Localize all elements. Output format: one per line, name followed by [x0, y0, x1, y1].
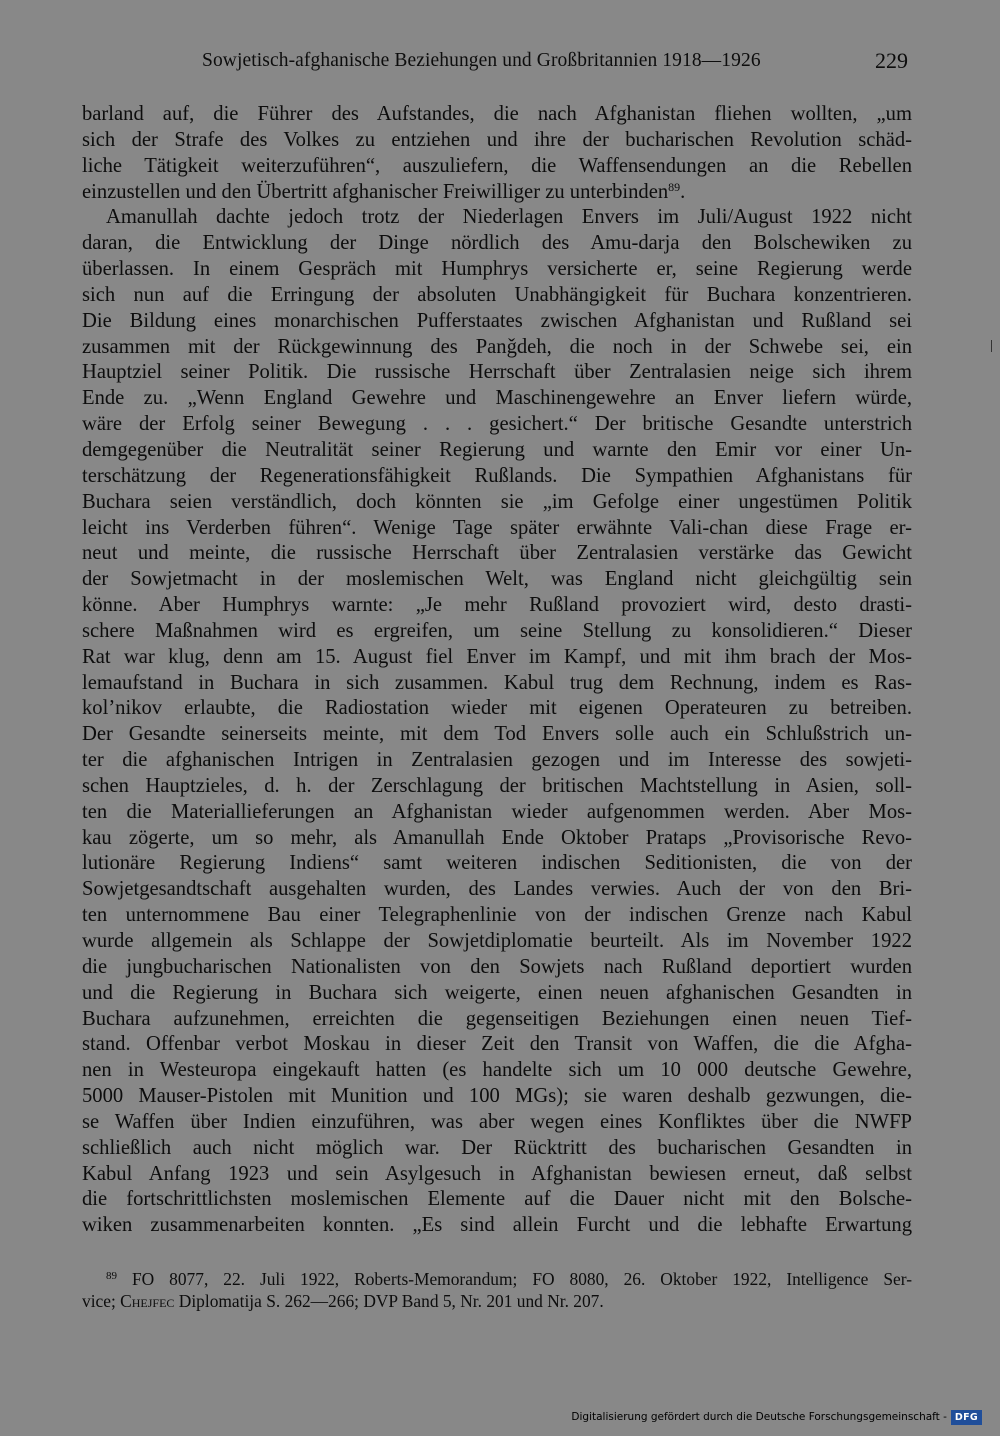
text-line — [82, 929, 912, 955]
line-text: Rat war klug, denn am 15. August fiel Enver im Kampf, und mit ihm brach der Mos- — [82, 645, 912, 668]
text-line — [82, 541, 912, 567]
text-line — [82, 981, 912, 1007]
text-line — [82, 774, 912, 800]
footnotes — [82, 1268, 912, 1312]
text-line — [82, 593, 912, 619]
line-text: überlassen. In einem Gespräch mit Humphrys versicherte er, seine Regierung werde — [82, 258, 912, 281]
footnote-reference[interactable]: 89 — [668, 179, 681, 194]
line-text: zusammen mit der Rückgewinnung des Panǧdeh, die noch in der Schwebe sei, ein — [82, 335, 912, 358]
line-text: der Sowjetmacht in der moslemischen Welt, was England nicht gleichgültig sein — [82, 568, 912, 591]
line-text: Die Bildung eines monarchischen Pufferstaates zwischen Afghanistan und Rußland sei — [82, 309, 912, 332]
text-line — [82, 490, 912, 516]
text-line — [82, 360, 912, 386]
text-line — [82, 1162, 912, 1188]
line-text: Amanullah dachte jedoch trotz der Niederlagen Envers im Juli/August 1922 nicht — [106, 206, 912, 229]
line-text: ten unternommene Bau einer Telegraphenlinie von der indischen Grenze nach Kabul — [82, 904, 912, 927]
text-line — [82, 877, 912, 903]
footnote-text: vice; — [82, 1291, 121, 1311]
text-line — [82, 205, 912, 231]
line-text: Buchara aufzunehmen, erreichten die gegenseitigen Beziehungen einen neuen Tief- — [82, 1007, 912, 1030]
text-line — [82, 1007, 912, 1033]
text-line — [82, 1058, 912, 1084]
text-line — [82, 748, 912, 774]
line-text: wurde allgemein als Schlappe der Sowjetdiplomatie beurteilt. Als im November 1922 — [82, 930, 912, 952]
line-text: kol’nikov erlaubte, die Radiostation wieder mit eigenen Operateuren zu betreiben. — [82, 697, 912, 720]
line-text: Hauptziel seiner Politik. Die russische Herrschaft über Zentralasien neige sich ihrem — [82, 361, 912, 384]
line-text: und die Regierung in Buchara sich weigerte, einen neuen afghanischen Gesandten in — [82, 981, 912, 1004]
text-line — [82, 696, 912, 722]
line-text: stand. Offenbar verbot Moskau in dieser Zeit den Transit von Waffen, die die Afgha- — [82, 1033, 912, 1056]
text-line — [82, 1213, 912, 1239]
footnote-mark: 89 — [106, 1270, 117, 1282]
body-text — [82, 102, 912, 1239]
text-line — [82, 1110, 912, 1136]
credit-text: Digitalisierung gefördert durch die Deutsche Forschungsgemeinschaft - — [571, 1411, 947, 1423]
line-text: terschätzung der Regenerationsfähigkeit Rußlands. Die Sympathien Afghanistans für — [82, 464, 912, 487]
page-header — [82, 48, 912, 80]
line-text: leicht ins Verderben führen“. Wenige Tage später erwähnte Vali-chan diese Frage er- — [82, 516, 912, 539]
text-line — [82, 386, 912, 412]
page-number: 229 — [875, 48, 908, 73]
text-line — [82, 955, 912, 981]
edge-mark — [991, 340, 992, 352]
line-text: Sowjetgesandtschaft ausgehalten wurden, des Landes verwies. Auch der von den Bri- — [82, 878, 912, 901]
line-text: sich nun auf die Erringung der absoluten Unabhängigkeit für Buchara konzentrieren. — [82, 283, 912, 306]
text-line — [82, 645, 912, 671]
text-line — [82, 619, 912, 645]
text-line — [82, 231, 912, 257]
text-line — [82, 1084, 912, 1110]
text-line — [82, 903, 912, 929]
line-text: einzustellen und den Übertritt afghanischer Freiwilliger zu unterbinden — [82, 180, 669, 203]
text-line — [82, 671, 912, 697]
line-text: neut und meinte, die russische Herrschaft über Zentralasien verstärke das Gewicht — [82, 542, 912, 565]
line-text: schließlich auch nicht möglich war. Der Rücktritt des bucharischen Gesandten in — [82, 1136, 912, 1159]
text-line — [82, 128, 912, 154]
text-line — [82, 516, 912, 542]
text-line — [82, 412, 912, 438]
line-text: Ende zu. „Wenn England Gewehre und Maschinengewehre an Enver liefern würde, — [82, 387, 912, 410]
text-line — [82, 102, 912, 128]
text-line — [82, 1032, 912, 1058]
line-text: liche Tätigkeit weiterzuführen“, auszuliefern, die Waffensendungen an die Rebellen — [82, 154, 912, 177]
line-text: demgegenüber die Neutralität seiner Regierung und warnte den Emir vor einer Un- — [82, 438, 912, 461]
line-text: nen in Westeuropa eingekauft hatten (es handelte sich um 10 000 deutsche Gewehre, — [82, 1059, 912, 1082]
text-line — [82, 722, 912, 748]
line-text: daran, die Entwicklung der Dinge nördlich des Amu-darja den Bolschewiken zu — [82, 232, 912, 255]
text-line: einzustellen und den Übertritt afghanischer Freiwilliger zu unterbinden$^{89}$. — [82, 179, 686, 203]
line-text: barland auf, die Führer des Aufstandes, die nach Afghanistan fliehen wollten, „um — [82, 103, 912, 125]
text-line — [82, 464, 912, 490]
line-text: die fortschrittlichsten moslemischen Elemente auf die Dauer nicht mit den Bolsche- — [82, 1188, 912, 1211]
footnote-text: Diplomatija S. 262—266; DVP Band 5, Nr. 201 und Nr. 207. — [174, 1291, 604, 1311]
line-text: Kabul Anfang 1923 und sein Asylgesuch in Afghanistan bewiesen erneut, daß selbst — [82, 1162, 912, 1185]
text-line — [82, 438, 912, 464]
text-line — [82, 1136, 912, 1162]
text-line — [82, 283, 912, 309]
line-text: sich der Strafe des Volkes zu entziehen und ihre der bucharischen Revolution schäd- — [82, 128, 912, 151]
line-text: die jungbucharischen Nationalisten von den Sowjets nach Rußland deportiert wurden — [82, 955, 912, 978]
text-line — [82, 257, 912, 283]
digitization-credit — [571, 1408, 982, 1426]
line-text: ten die Materiallieferungen an Afghanistan wieder aufgenommen werden. Aber Mos- — [82, 800, 912, 823]
text-line — [82, 826, 912, 852]
line-text: schen Hauptzieles, d. h. der Zerschlagung der britischen Machtstellung in Asien, soll- — [82, 774, 912, 797]
footnote-line — [82, 1290, 912, 1312]
line-text: 5000 Mauser-Pistolen mit Munition und 100 MGs); sie waren deshalb gezwungen, die- — [82, 1085, 912, 1108]
footnote-line — [82, 1268, 912, 1290]
footnote-author: Chejfec — [120, 1291, 175, 1311]
line-text: lemaufstand in Buchara in sich zusammen. Kabul trug dem Rechnung, indem es Ras- — [82, 671, 912, 694]
line-text: wäre der Erfolg seiner Bewegung . . . gesichert.“ Der britische Gesandte unterstrich — [82, 413, 912, 436]
line-text: kau zögerte, um so mehr, als Amanullah Ende Oktober Prataps „Provisorische Revo- — [82, 826, 912, 849]
text-line — [82, 567, 912, 593]
line-text: ter die afghanischen Intrigen in Zentralasien gezogen und im Interesse des sowjeti- — [82, 749, 912, 772]
line-text: Buchara seien verständlich, doch könnten sie „im Gefolge einer ungestümen Politik — [82, 490, 912, 513]
line-text: schere Maßnahmen wird es ergreifen, um seine Stellung zu konsolidieren.“ Dieser — [82, 619, 912, 642]
text-line — [82, 335, 912, 361]
line-text: wiken zusammenarbeiten konnten. „Es sind allein Furcht und die lebhafte Erwartung — [82, 1214, 912, 1237]
line-text: lutionäre Regierung Indiens“ samt weiteren indischen Seditionisten, die von der — [82, 852, 912, 875]
text-line — [82, 800, 912, 826]
text-line — [82, 851, 912, 877]
dfg-logo-icon: DFG — [951, 1410, 982, 1425]
text-line — [82, 309, 912, 335]
text-line — [82, 154, 912, 180]
line-text: Der Gesandte seinerseits meinte, mit dem Tod Envers solle auch ein Schlußstrich un- — [82, 723, 912, 746]
text-line — [82, 1187, 912, 1213]
running-title: Sowjetisch-afghanische Beziehungen und Großbritannien 1918—1926 — [202, 50, 761, 71]
line-text: könne. Aber Humphrys warnte: „Je mehr Rußland provoziert wird, desto drasti- — [82, 594, 912, 617]
footnote-text: FO 8077, 22. Juli 1922, Roberts-Memorandum; FO 8080, 26. Oktober 1922, Intelligence Ser- — [131, 1269, 912, 1289]
line-text: se Waffen über Indien einzuführen, was aber wegen eines Konfliktes über die NWFP — [82, 1110, 912, 1133]
